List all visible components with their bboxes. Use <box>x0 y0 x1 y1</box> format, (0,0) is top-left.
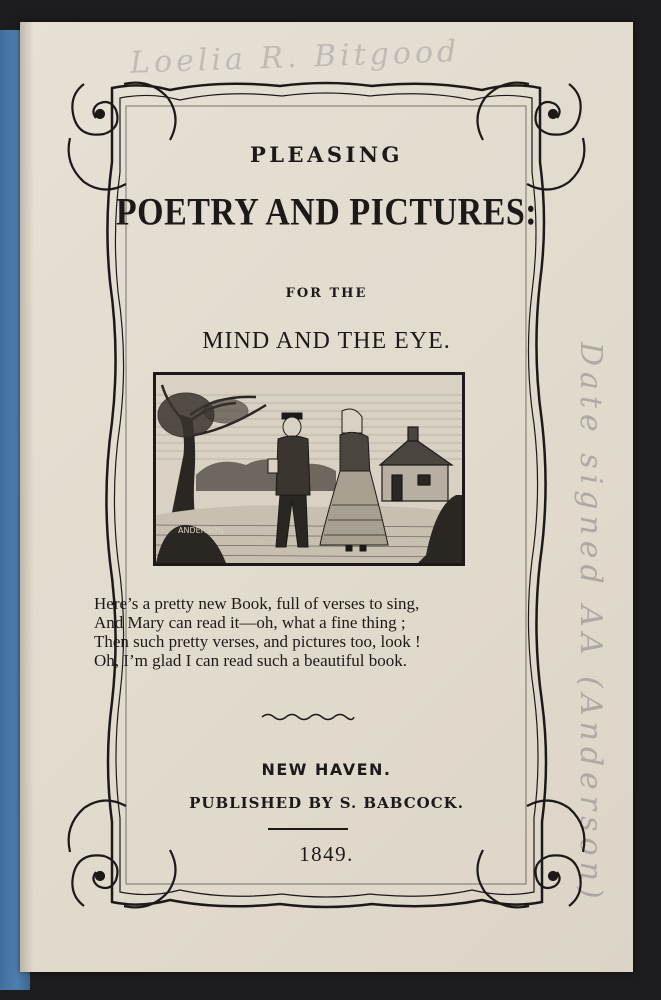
engraver-signature: ANDERSON <box>178 526 224 535</box>
title-line-main: POETRY AND PICTURES: <box>115 191 538 234</box>
pencil-annotation-text: Date signed AA (Anderson) <box>573 342 608 905</box>
verse-line: And Mary can read it—oh, what a fine thing ; <box>94 613 406 632</box>
title-line-for-the: FOR THE <box>285 286 368 301</box>
verse-stanza <box>94 594 554 670</box>
title-line-pleasing: PLEASING <box>250 142 403 167</box>
verse-line: Oh, I’m glad I can read such a beautiful book. <box>94 651 407 670</box>
squiggle-divider <box>260 712 356 722</box>
imprint-place: NEW HAVEN. <box>261 760 392 779</box>
distant-trees <box>196 459 336 491</box>
title-page <box>20 22 633 972</box>
verse-line: Here’s a pretty new Book, full of verses to sing, <box>94 594 420 613</box>
horizontal-rule <box>268 828 348 830</box>
imprint-publisher: PUBLISHED BY S. BABCOCK. <box>189 794 464 812</box>
woodcut-illustration <box>153 372 465 566</box>
imprint-year: 1849. <box>299 842 354 866</box>
owner-signature: Loelia R. Bitgood <box>129 34 461 81</box>
verse-line: Then such pretty verses, and pictures too, look ! <box>94 632 421 651</box>
title-line-mind-eye: MIND AND THE EYE. <box>202 328 451 354</box>
